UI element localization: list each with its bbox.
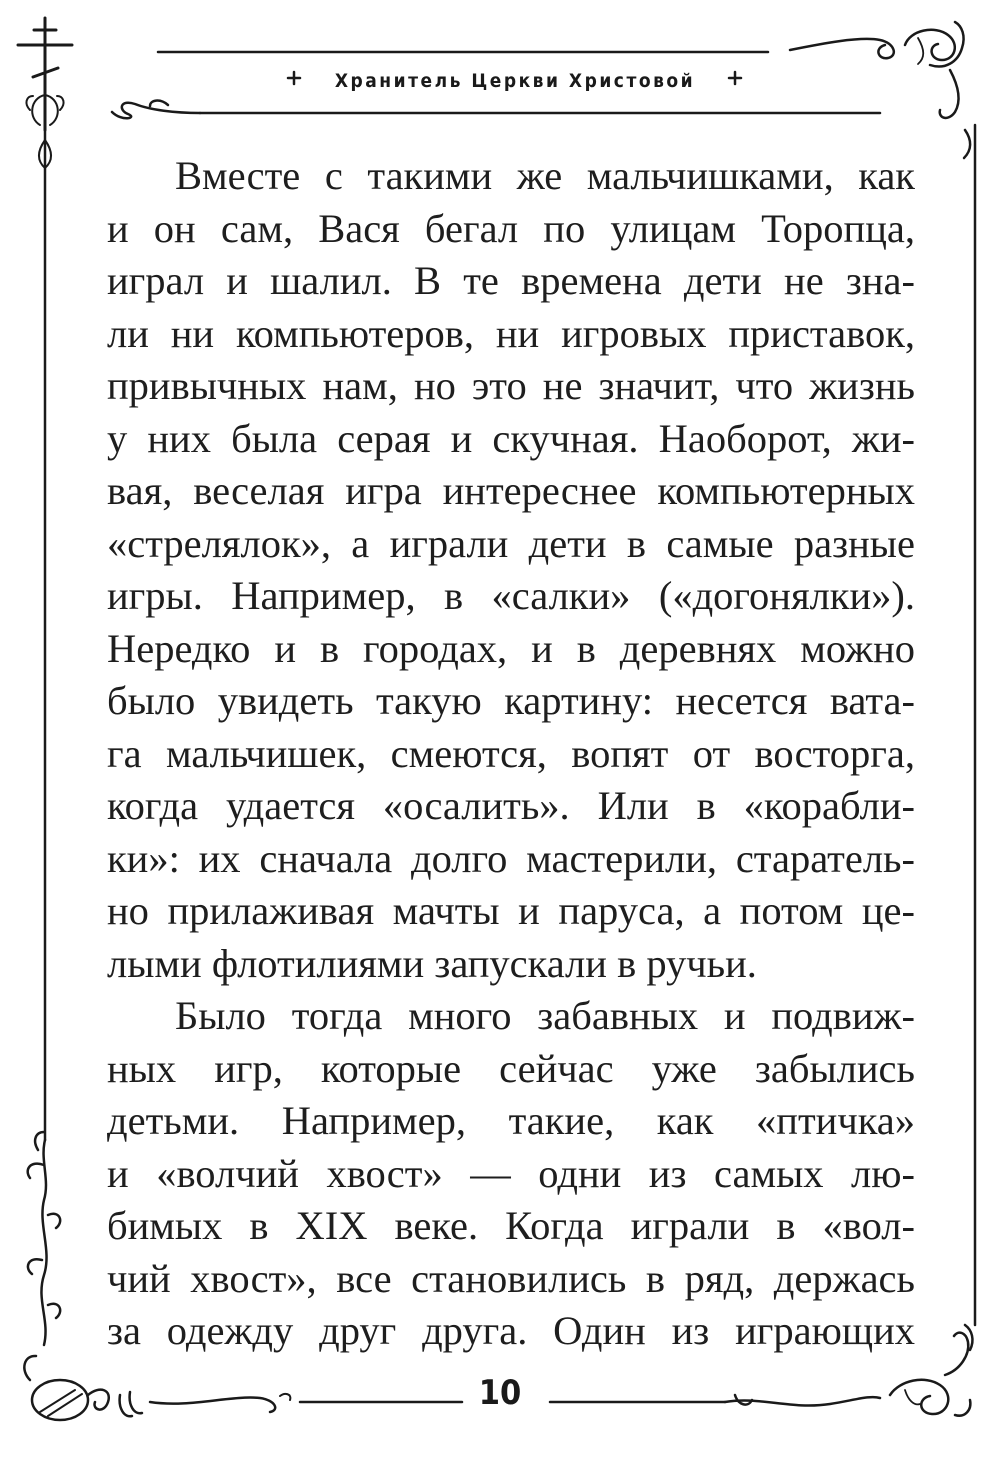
flourish-ornament-icon xyxy=(790,22,970,158)
flourish-ornament-icon xyxy=(28,1132,60,1345)
text-line: Было тогда много забавных и подвиж- xyxy=(175,993,915,1038)
flourish-ornament-icon xyxy=(24,1356,290,1420)
flourish-ornament-icon xyxy=(112,101,200,119)
page-body-text xyxy=(107,150,915,1358)
text-line: вая, веселая игра интереснее компьютерных xyxy=(107,468,915,513)
text-line: «стрелялок», а играли дети в самые разные xyxy=(107,520,915,566)
text-line: за одежду друг друга. Один из играющих xyxy=(107,1308,915,1353)
text-line: Вместе с такими же мальчишками, как xyxy=(175,153,915,198)
text-line: ных игр, которые сейчас уже забылись xyxy=(107,1045,915,1091)
text-line: но прилаживая мачты и паруса, а потом це- xyxy=(107,888,915,933)
text-line: га мальчишек, смеются, вопят от восторга, xyxy=(107,730,915,776)
text-line: когда удается «осалить». Или в «корабли- xyxy=(107,783,915,828)
text-line: чий хвост», все становились в ряд, держась xyxy=(107,1255,915,1301)
text-line: играл и шалил. В те времена дети не зна- xyxy=(107,258,915,303)
text-line: привычных нам, но это не значит, что жизнь xyxy=(107,363,915,408)
text-line: и он сам, Вася бегал по улицам Торопца, xyxy=(107,205,915,251)
text-line: игры. Например, в «салки» («догонялки»). xyxy=(107,573,915,618)
text-line: ки»: их сначала долго мастерили, старатель- xyxy=(107,835,915,881)
text-line: ли ни компьютеров, ни игровых приставок, xyxy=(107,310,915,356)
text-line: лыми флотилиями запускали в ручьи. xyxy=(107,940,757,986)
text-line: у них была серая и скучная. Наоборот, жи- xyxy=(107,415,915,461)
text-line: бимых в XIX веке. Когда играли в «вол- xyxy=(107,1203,915,1248)
text-line: Нередко и в городах, и в деревнях можно xyxy=(107,625,915,671)
text-line: детьми. Например, такие, как «птичка» xyxy=(107,1098,915,1143)
page-number: 10 xyxy=(478,1373,522,1413)
text-line: и «волчий хвост» — одни из самых лю- xyxy=(107,1150,915,1196)
text-line: было увидеть такую картину: несется вата- xyxy=(107,678,915,723)
running-header-title: Хранитель Церкви Христовой xyxy=(334,70,696,92)
